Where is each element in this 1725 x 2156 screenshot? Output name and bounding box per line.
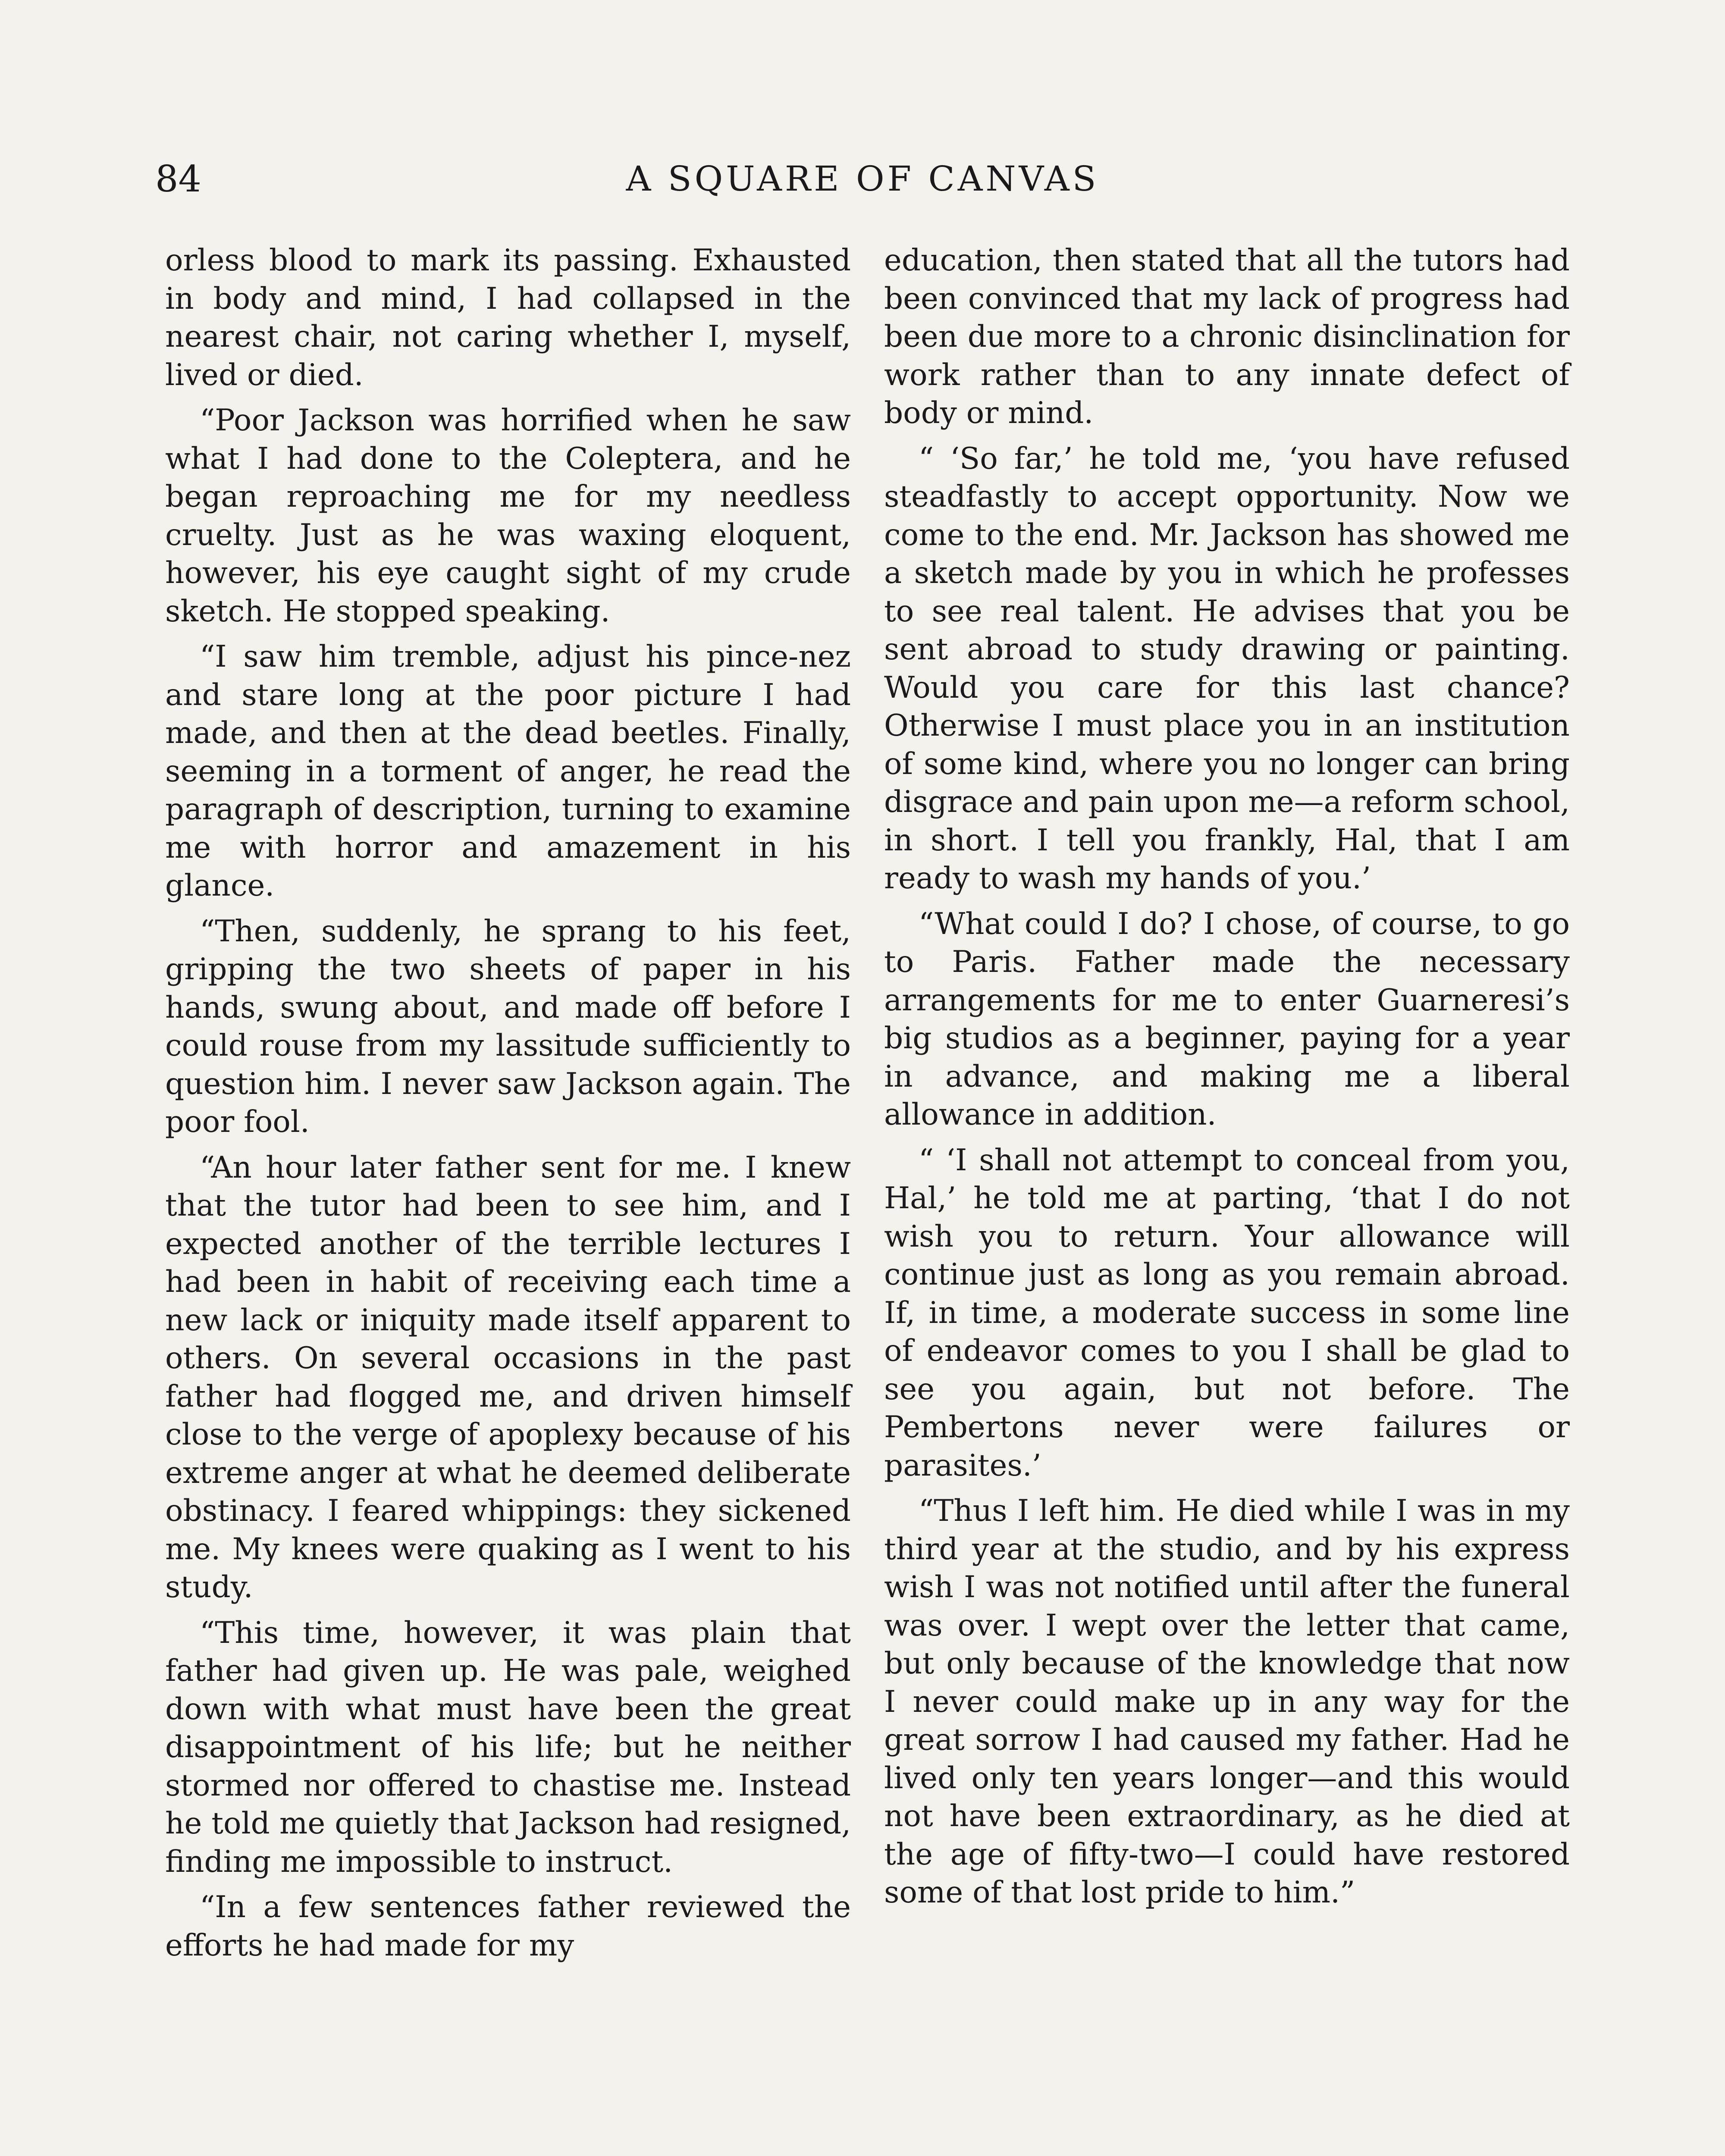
paragraph: “What could I do? I chose, of course, to go to Paris. Father made the necessary arrangements for me to enter Guarneresi’s big studios as a beginner, paying for a year in advance, and making me a liberal allowance in addition. <box>884 906 1570 1132</box>
text-column-right <box>884 241 1570 1919</box>
running-head: A SQUARE OF CANVAS <box>626 159 1099 199</box>
text-column-left <box>165 241 851 1972</box>
paragraph: “In a few sentences father reviewed the efforts he had made for my <box>165 1890 851 1963</box>
page-number: 84 <box>155 158 201 200</box>
paragraph: “Thus I left him. He died while I was in my third year at the studio, and by his express wish I was not notified until after the funeral was over. I wept over the letter that came, but only because of the knowledge that now I never could make up in any way for the great sorrow I had caused my father. Had he lived only ten years longer—and this would not have been extraordinary, as he died at the age of fifty-two—I could have restored some of that lost pride to him.” <box>884 1494 1570 1910</box>
paragraph: “Then, suddenly, he sprang to his feet, gripping the two sheets of paper in his hands, swung about, and made off before I could rouse from my lassitude sufficiently to question him. I never saw Jackson again. The poor fool. <box>165 914 851 1139</box>
paragraph: education, then stated that all the tutors had been convinced that my lack of progress had been due more to a chronic disinclination for work rather than to any innate defect of body or mind. <box>884 243 1570 430</box>
paragraph: “Poor Jackson was horrified when he saw what I had done to the Coleptera, and he began reproaching me for my needless cruelty. Just as he was waxing eloquent, however, his eye caught sight of my crude sketch. He stopped speaking. <box>165 403 851 629</box>
paragraph: “ ‘I shall not attempt to conceal from you, Hal,’ he told me at parting, ‘that I do not wish you to return. Your allowance will continue just as long as you remain abroad. If, in time, a moderate success in some line of endeavor comes to you I shall be glad to see you again, but not before. The Pembertons never were failures or parasites.’ <box>884 1143 1570 1483</box>
paragraph: “I saw him tremble, adjust his pince-nez and stare long at the poor picture I had made, and then at the dead beetles. Finally, seeming in a torment of anger, he read the paragraph of description, turning to examine me with horror and amazement in his glance. <box>165 639 851 903</box>
paragraph: orless blood to mark its passing. Exhausted in body and mind, I had collapsed in the nearest chair, not caring whether I, myself, lived or died. <box>165 243 851 392</box>
paragraph: “ ‘So far,’ he told me, ‘you have refused steadfastly to accept opportunity. Now we come to the end. Mr. Jackson has showed me a sketch made by you in which he professes to see real talent. He advises that you be sent abroad to study drawing or painting. Would you care for this last chance? Otherwise I must place you in an institution of some kind, where you no longer can bring disgrace and pain upon me—a reform school, in short. I tell you frankly, Hal, that I am ready to wash my hands of you.’ <box>884 441 1570 896</box>
paragraph: “This time, however, it was plain that father had given up. He was pale, weighed down with what must have been the great disappointment of his life; but he neither stormed nor offered to chastise me. Instead he told me quietly that Jackson had resigned, finding me impossible to instruct. <box>165 1615 851 1879</box>
paragraph: “An hour later father sent for me. I knew that the tutor had been to see him, and I expected another of the terrible lectures I had been in habit of receiving each time a new lack or iniquity made itself apparent to others. On several occasions in the past father had flogged me, and driven himself close to the verge of apoplexy because of his extreme anger at what he deemed deliberate obstinacy. I feared whippings: they sickened me. My knees were quaking as I went to his study. <box>165 1150 851 1604</box>
